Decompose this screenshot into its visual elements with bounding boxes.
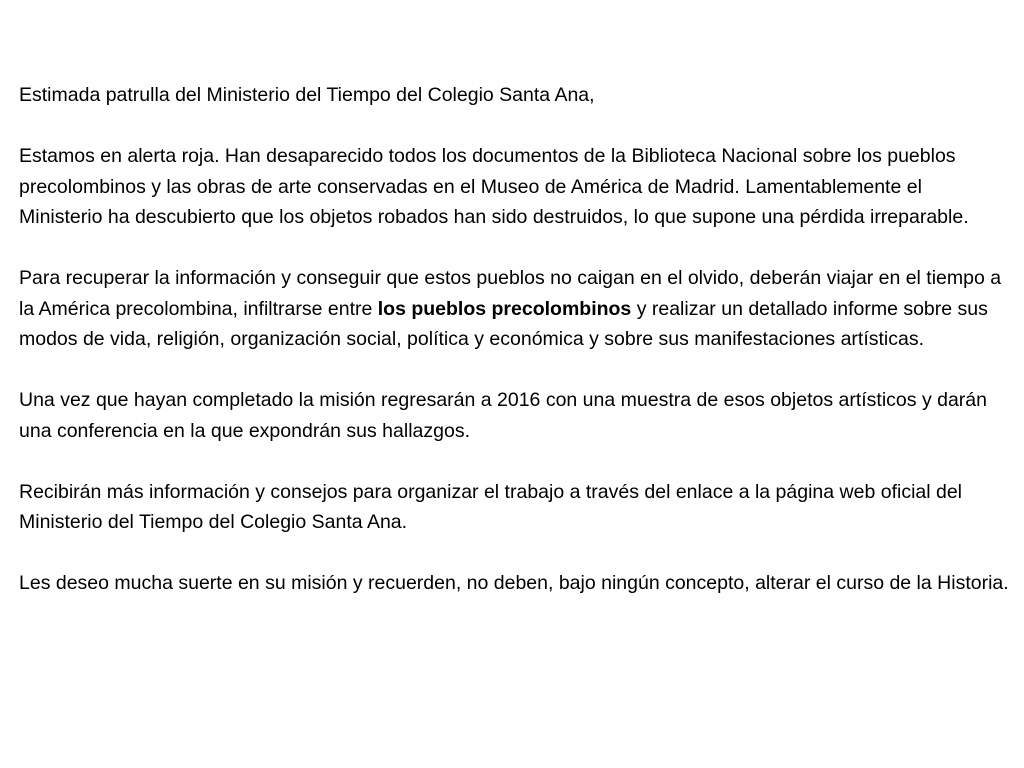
paragraph-return: Una vez que hayan completado la misión regresarán a 2016 con una muestra de esos objetos artísticos y darán una conferencia en la que expondrán sus hallazgos. [19, 389, 987, 442]
mission-text-after: y realizar un detallado informe sobre sus modos de vida, religión, organización social, política y económica y sobre sus manifestaciones artísticas. [19, 297, 988, 350]
greeting-text: Estimada patrulla del Ministerio del Tiempo del Colegio Santa Ana, [19, 84, 595, 106]
letter-body [19, 80, 1009, 599]
paragraph-alert: Estamos en alerta roja. Han desaparecido todos los documentos de la Biblioteca Nacional sobre los pueblos precolombinos y las obras de arte conservadas en el Museo de América de Madrid. Lamentablemente el Ministerio ha descubierto que los objetos robados han sido destruidos, lo que supone una pérdida irreparable. [19, 145, 969, 228]
paragraph-info: Recibirán más información y consejos para organizar el trabajo a través del enlace a la página web oficial del Ministerio del Tiempo del Colegio Santa Ana. [19, 480, 963, 533]
highlight-pueblos-precolombinos: los pueblos precolombinos [377, 297, 632, 320]
mission-text-before: Para recuperar la información y conseguir que estos pueblos no caigan en el olvido, deberán viajar en el tiempo a la América precolombina, infiltrarse entre [19, 267, 1002, 320]
paragraph-mission [19, 263, 1009, 355]
paragraph-farewell: Les deseo mucha suerte en su misión y recuerden, no deben, bajo ningún concepto, alterar el curso de la Historia. [19, 572, 1009, 594]
